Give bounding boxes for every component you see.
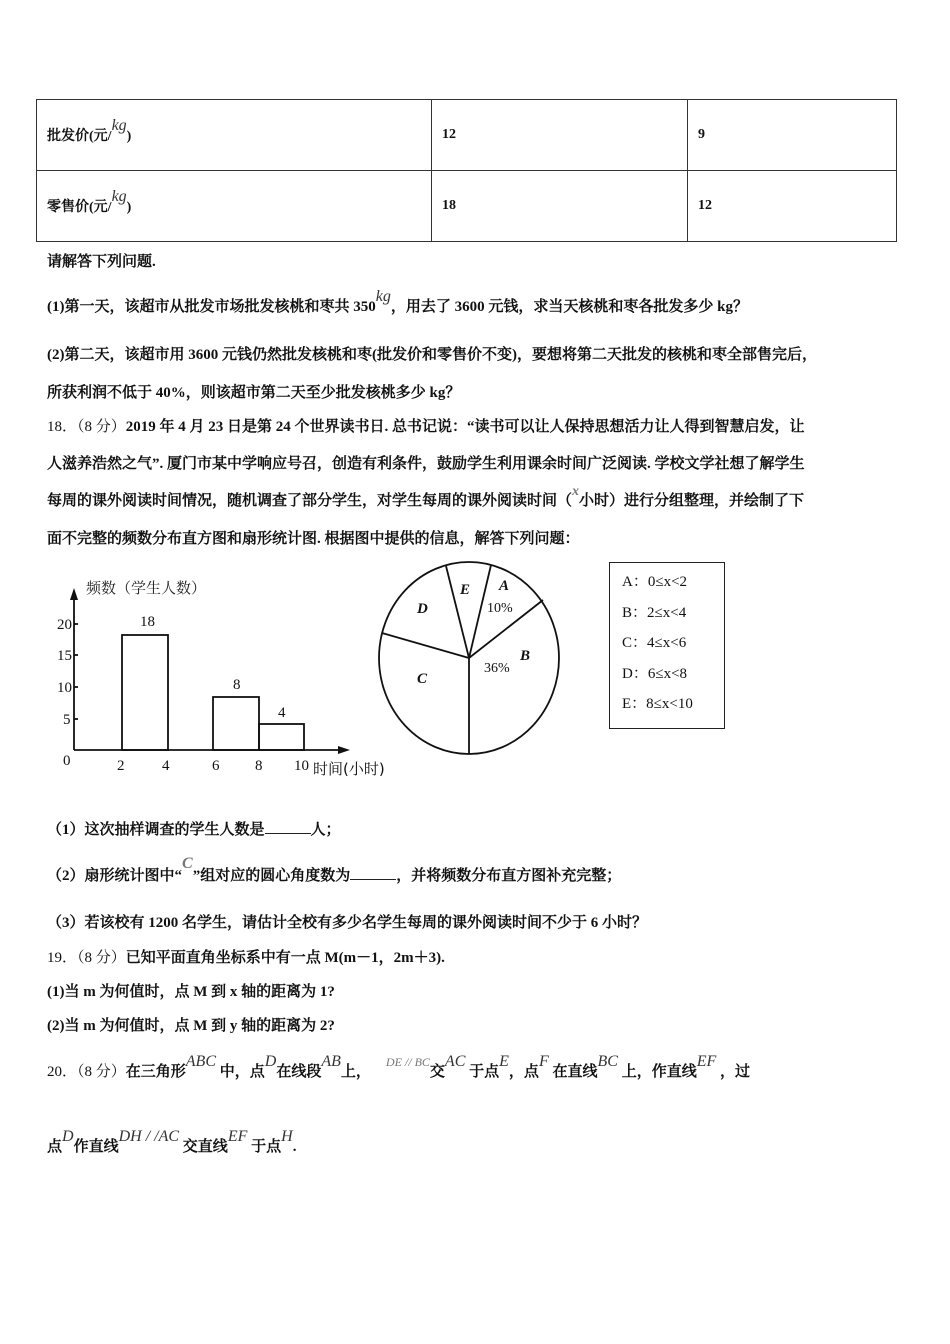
math-abc: ABC bbox=[185, 1053, 216, 1070]
pie-label-b: B bbox=[520, 648, 531, 664]
y-arrow-icon bbox=[70, 588, 78, 600]
q20-text: 交 bbox=[429, 1064, 445, 1080]
legend-item-e: E：8≤x<10 bbox=[622, 696, 693, 712]
q18-sub2-text: ”组对应的圆心角度数为 bbox=[192, 868, 351, 884]
q18-line4: 面不完整的频数分布直方图和扇形统计图. 根据图中提供的信息，解答下列问题： bbox=[47, 531, 580, 547]
x-tick: 10 bbox=[294, 758, 309, 774]
q20-text: 于点 bbox=[469, 1064, 500, 1080]
pie-label-d: D bbox=[417, 601, 428, 617]
var-c: C bbox=[182, 855, 193, 872]
q17-prompt: 请解答下列问题. bbox=[47, 254, 156, 270]
answer-blank[interactable] bbox=[265, 819, 311, 834]
pie-label-c: C bbox=[417, 671, 428, 687]
math-ef: EF bbox=[696, 1053, 717, 1070]
x-tick: 4 bbox=[162, 758, 170, 774]
question-number: 19．（8 分） bbox=[47, 950, 126, 966]
q18-sub2-text: （2）扇形统计图中“ bbox=[47, 868, 183, 884]
answer-blank[interactable] bbox=[350, 865, 396, 880]
q17-part1-text-b: ，用去了 3600 元钱，求当天核桃和枣各批发多少 kg？ bbox=[390, 299, 748, 315]
q20-text: 交直线 bbox=[182, 1139, 228, 1155]
table-row bbox=[37, 100, 897, 171]
histogram-ylabel: 频数（学生人数） bbox=[86, 579, 207, 597]
math-f: F bbox=[538, 1053, 549, 1070]
histogram-xlabel: 时间(小时) bbox=[313, 760, 385, 778]
math-d: D bbox=[62, 1128, 74, 1145]
unit-kg: kg bbox=[111, 117, 127, 134]
q20-text: 上，作直线 bbox=[621, 1064, 697, 1080]
cell-walnut-wholesale: 12 bbox=[432, 100, 688, 171]
math-ac: AC bbox=[444, 1053, 466, 1070]
label-text: 批发价(元/ bbox=[47, 129, 112, 144]
legend-item-c: C：4≤x<6 bbox=[622, 635, 687, 651]
bar-6-8 bbox=[213, 697, 259, 750]
q20-text: 作直线 bbox=[73, 1139, 119, 1155]
x-arrow-icon bbox=[338, 746, 350, 754]
q20-text: 中，点 bbox=[219, 1064, 265, 1080]
label-text: 零售价(元/ bbox=[47, 200, 112, 215]
q20-text: 点 bbox=[47, 1139, 63, 1155]
row-label-wholesale bbox=[37, 100, 432, 171]
x-tick: 6 bbox=[212, 758, 220, 774]
math-ef: EF bbox=[227, 1128, 248, 1145]
math-ab: AB bbox=[321, 1053, 341, 1070]
q18-text: 2019 年 4 月 23 日是第 24 个世界读书日. 总书记说：“读书可以让人保持思想活力让人得到智慧启发，让 bbox=[125, 419, 805, 435]
bar-label-18: 18 bbox=[140, 614, 155, 630]
q18-line1 bbox=[47, 415, 805, 436]
question-number: 20．（8 分） bbox=[47, 1064, 126, 1080]
y-tick: 5 bbox=[63, 712, 71, 728]
x-tick: 0 bbox=[63, 753, 71, 769]
y-tick: 20 bbox=[57, 617, 72, 633]
math-e: E bbox=[499, 1053, 509, 1070]
cell-walnut-retail: 18 bbox=[432, 171, 688, 242]
q20-text: 在线段 bbox=[276, 1064, 322, 1080]
legend-item-d: D：6≤x<8 bbox=[622, 666, 688, 682]
pie-label-a: A bbox=[499, 578, 510, 594]
row-label-retail bbox=[37, 171, 432, 242]
q19-part1: (1)当 m 为何值时，点 M 到 x 轴的距离为 1? bbox=[47, 984, 335, 1000]
q17-part1-text-a: (1)第一天，该超市从批发市场批发核桃和枣共 350 bbox=[47, 299, 376, 315]
q17-part2-line1: (2)第二天，该超市用 3600 元钱仍然批发核桃和枣(批发价和零售价不变)，要想将第二天批发的核桃和枣全部售完后， bbox=[47, 347, 817, 363]
var-x: x bbox=[572, 484, 580, 499]
q20-text: ，过 bbox=[720, 1064, 751, 1080]
q18-sub2-text: ，并将频数分布直方图补充完整； bbox=[396, 868, 622, 884]
q18-text: 每周的课外阅读时间情况，随机调查了部分学生，对学生每周的课外阅读时间（ bbox=[47, 493, 573, 509]
q20-text: . bbox=[292, 1139, 297, 1155]
y-tick: 15 bbox=[57, 648, 72, 664]
q18-sub1-text: 人； bbox=[310, 822, 341, 838]
q18-sub3: （3）若该校有 1200 名学生，请估计全校有多少名学生每周的课外阅读时间不少于 6 小时？ bbox=[47, 915, 648, 931]
math-dh-parallel-ac: DH / /AC bbox=[118, 1128, 180, 1145]
q18-sub2 bbox=[47, 855, 622, 885]
bar-label-4: 4 bbox=[278, 705, 286, 721]
q19-text: 已知平面直角坐标系中有一点 M(m－1，2m＋3). bbox=[125, 950, 445, 966]
cell-date-retail: 12 bbox=[688, 171, 897, 242]
q19-part2: (2)当 m 为何值时，点 M 到 y 轴的距离为 2? bbox=[47, 1018, 335, 1034]
legend-item-b: B：2≤x<4 bbox=[622, 605, 687, 621]
y-tick: 10 bbox=[57, 680, 72, 696]
unit-kg: kg bbox=[111, 188, 127, 205]
q18-line2: 人滋养浩然之气”. 厦门市某中学响应号召，创造有利条件，鼓励学生利用课余时间广泛阅读. 学校文学社想了解学生 bbox=[47, 456, 805, 472]
q19-stem bbox=[47, 946, 445, 967]
math-bc: BC bbox=[597, 1053, 618, 1070]
pie-chart bbox=[376, 560, 576, 760]
close-paren: ) bbox=[126, 200, 132, 215]
question-number: 18．（8 分） bbox=[47, 419, 126, 435]
q20-text: 上， bbox=[340, 1064, 371, 1080]
cell-date-wholesale: 9 bbox=[688, 100, 897, 171]
bar-label-8: 8 bbox=[233, 677, 241, 693]
q17-part1 bbox=[47, 288, 748, 316]
q17-part2-line2: 所获利润不低于 40%，则该超市第二天至少批发核桃多少 kg？ bbox=[47, 385, 461, 401]
pie-label-e: E bbox=[460, 582, 471, 598]
pie-pct-b: 36% bbox=[484, 661, 510, 676]
q20-text: ，点 bbox=[508, 1064, 539, 1080]
q18-line3 bbox=[47, 484, 805, 510]
q20-text: 在直线 bbox=[552, 1064, 598, 1080]
math-d: D bbox=[264, 1053, 277, 1070]
legend-item-a: A：0≤x<2 bbox=[622, 574, 688, 590]
table-row bbox=[37, 171, 897, 242]
bar-8-10 bbox=[259, 724, 304, 750]
q20-line2 bbox=[47, 1128, 297, 1156]
math-h: H bbox=[281, 1128, 293, 1145]
close-paren: ) bbox=[126, 129, 132, 144]
q20-line1 bbox=[47, 1053, 751, 1081]
q20-text: 于点 bbox=[251, 1139, 282, 1155]
q20-text: 在三角形 bbox=[125, 1064, 186, 1080]
unit-kg: kg bbox=[375, 288, 391, 305]
x-tick: 8 bbox=[255, 758, 263, 774]
pie-legend bbox=[609, 562, 725, 729]
q18-sub1-text: （1）这次抽样调查的学生人数是 bbox=[47, 822, 265, 838]
x-tick: 2 bbox=[117, 758, 125, 774]
q18-text: 小时）进行分组整理，并绘制了下 bbox=[579, 493, 805, 509]
math-de-parallel-bc: DE // BC bbox=[385, 1055, 430, 1069]
bar-2-4 bbox=[122, 635, 168, 750]
pie-pct-a: 10% bbox=[487, 601, 513, 616]
q18-sub1 bbox=[47, 818, 341, 839]
price-table bbox=[36, 99, 897, 242]
